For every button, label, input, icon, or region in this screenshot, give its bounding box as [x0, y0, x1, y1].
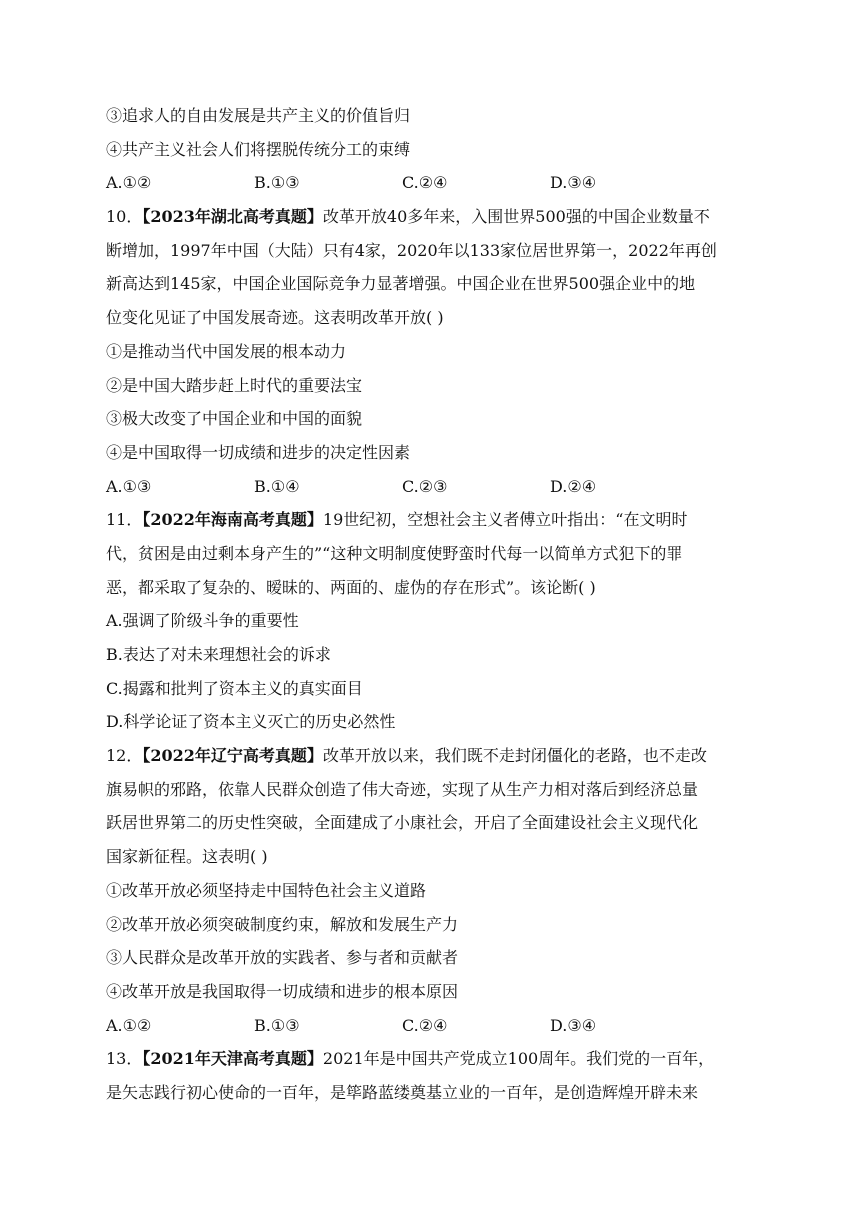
q9-answer-b: B.①③ [254, 173, 300, 193]
q9-option-4: ④共产主义社会人们将摆脱传统分工的束缚 [106, 139, 411, 159]
q10-option-3: ③极大改变了中国企业和中国的面貌 [106, 409, 363, 429]
q12-option-4: ④改革开放是我国取得一切成绩和进步的根本原因 [106, 981, 459, 1001]
q13-stem-text-1: 2021年是中国共产党成立100周年。我们党的一百年， [322, 1049, 715, 1069]
q12-option-3: ③人民群众是改革开放的实践者、参与者和贡献者 [106, 948, 459, 968]
q12-stem-line-2: 旗易帜的邪路，依靠人民群众创造了伟大奇迹，实现了从生产力相对落后到经济总量 [106, 779, 699, 799]
q11-stem-text-1: 19世纪初，空想社会主义者傅立叶指出：“在文明时 [322, 510, 688, 530]
q10-stem-line-3: 新高达到145家，中国企业国际竞争力显著增强。中国企业在世界500强企业中的地 [106, 274, 696, 294]
q10-stem-line-4: 位变化见证了中国发展奇迹。这表明改革开放( ) [106, 308, 444, 328]
q12-answer-b: B.①③ [254, 1015, 300, 1035]
q13-stem-line-1 [106, 1042, 766, 1076]
q13-source: 【2021年天津高考真题】 [142, 1049, 323, 1069]
q11-option-a: A.强调了阶级斗争的重要性 [106, 611, 299, 631]
q9-answer-c: C.②④ [402, 173, 448, 193]
q11-stem-line-1 [106, 503, 766, 537]
q11-option-c: C.揭露和批判了资本主义的真实面目 [106, 678, 363, 698]
q10-option-2: ②是中国大踏步赶上时代的重要法宝 [106, 375, 363, 395]
q12-answer-a: A.①② [106, 1015, 152, 1035]
q9-answer-choices [106, 166, 766, 200]
q11-number: 11． [106, 510, 143, 530]
q10-source: 【2023年湖北高考真题】 [142, 207, 323, 227]
q12-stem-line-1 [106, 739, 766, 773]
q12-answer-c: C.②④ [402, 1015, 448, 1035]
q13-number: 13． [106, 1049, 143, 1069]
q10-answer-a: A.①③ [106, 476, 152, 496]
q11-source: 【2022年海南高考真题】 [142, 510, 323, 530]
q10-number: 10． [106, 207, 143, 227]
q9-answer-d: D.③④ [550, 173, 597, 193]
q10-answer-d: D.②④ [550, 476, 597, 496]
q11-option-d: D.科学论证了资本主义灭亡的历史必然性 [106, 712, 396, 732]
q11-stem-line-3: 恶，都采取了复杂的、暧昧的、两面的、虚伪的存在形式”。该论断( ) [106, 577, 596, 597]
q12-number: 12． [106, 746, 143, 766]
q10-stem-text-1: 改革开放40多年来，入围世界500强的中国企业数量不 [322, 207, 710, 227]
q12-option-1: ①改革开放必须坚持走中国特色社会主义道路 [106, 880, 427, 900]
q10-stem-line-1 [106, 200, 766, 234]
q12-source: 【2022年辽宁高考真题】 [142, 746, 323, 766]
q11-option-b: B.表达了对未来理想社会的诉求 [106, 645, 331, 664]
q12-option-2: ②改革开放必须突破制度约束，解放和发展生产力 [106, 914, 459, 934]
q9-answer-a: A.①② [106, 173, 152, 193]
q10-answer-b: B.①④ [254, 476, 300, 496]
q12-stem-text-1: 改革开放以来，我们既不走封闭僵化的老路，也不走改 [322, 746, 707, 766]
q10-option-4: ④是中国取得一切成绩和进步的决定性因素 [106, 442, 411, 462]
q12-answer-choices [106, 1009, 766, 1043]
q10-answer-c: C.②③ [402, 476, 448, 496]
q12-stem-line-4: 国家新征程。这表明( ) [106, 847, 268, 867]
q12-answer-d: D.③④ [550, 1015, 597, 1035]
document-page [106, 99, 766, 1110]
q9-option-3: ③追求人的自由发展是共产主义的价值旨归 [106, 106, 411, 125]
q10-stem-line-2: 断增加，1997年中国（大陆）只有4家，2020年以133家位居世界第一，2022年再创 [106, 240, 717, 260]
q10-option-1: ①是推动当代中国发展的根本动力 [106, 341, 347, 361]
q12-stem-line-3: 跃居世界第二的历史性突破，全面建成了小康社会，开启了全面建设社会主义现代化 [106, 813, 699, 833]
q13-stem-line-2: 是矢志践行初心使命的一百年，是筚路蓝缕奠基立业的一百年，是创造辉煌开辟未来 [106, 1082, 699, 1102]
q10-answer-choices [106, 470, 766, 504]
q11-stem-line-2: 代，贫困是由过剩本身产生的”“这种文明制度使野蛮时代每一以简单方式犯下的罪 [106, 543, 683, 563]
